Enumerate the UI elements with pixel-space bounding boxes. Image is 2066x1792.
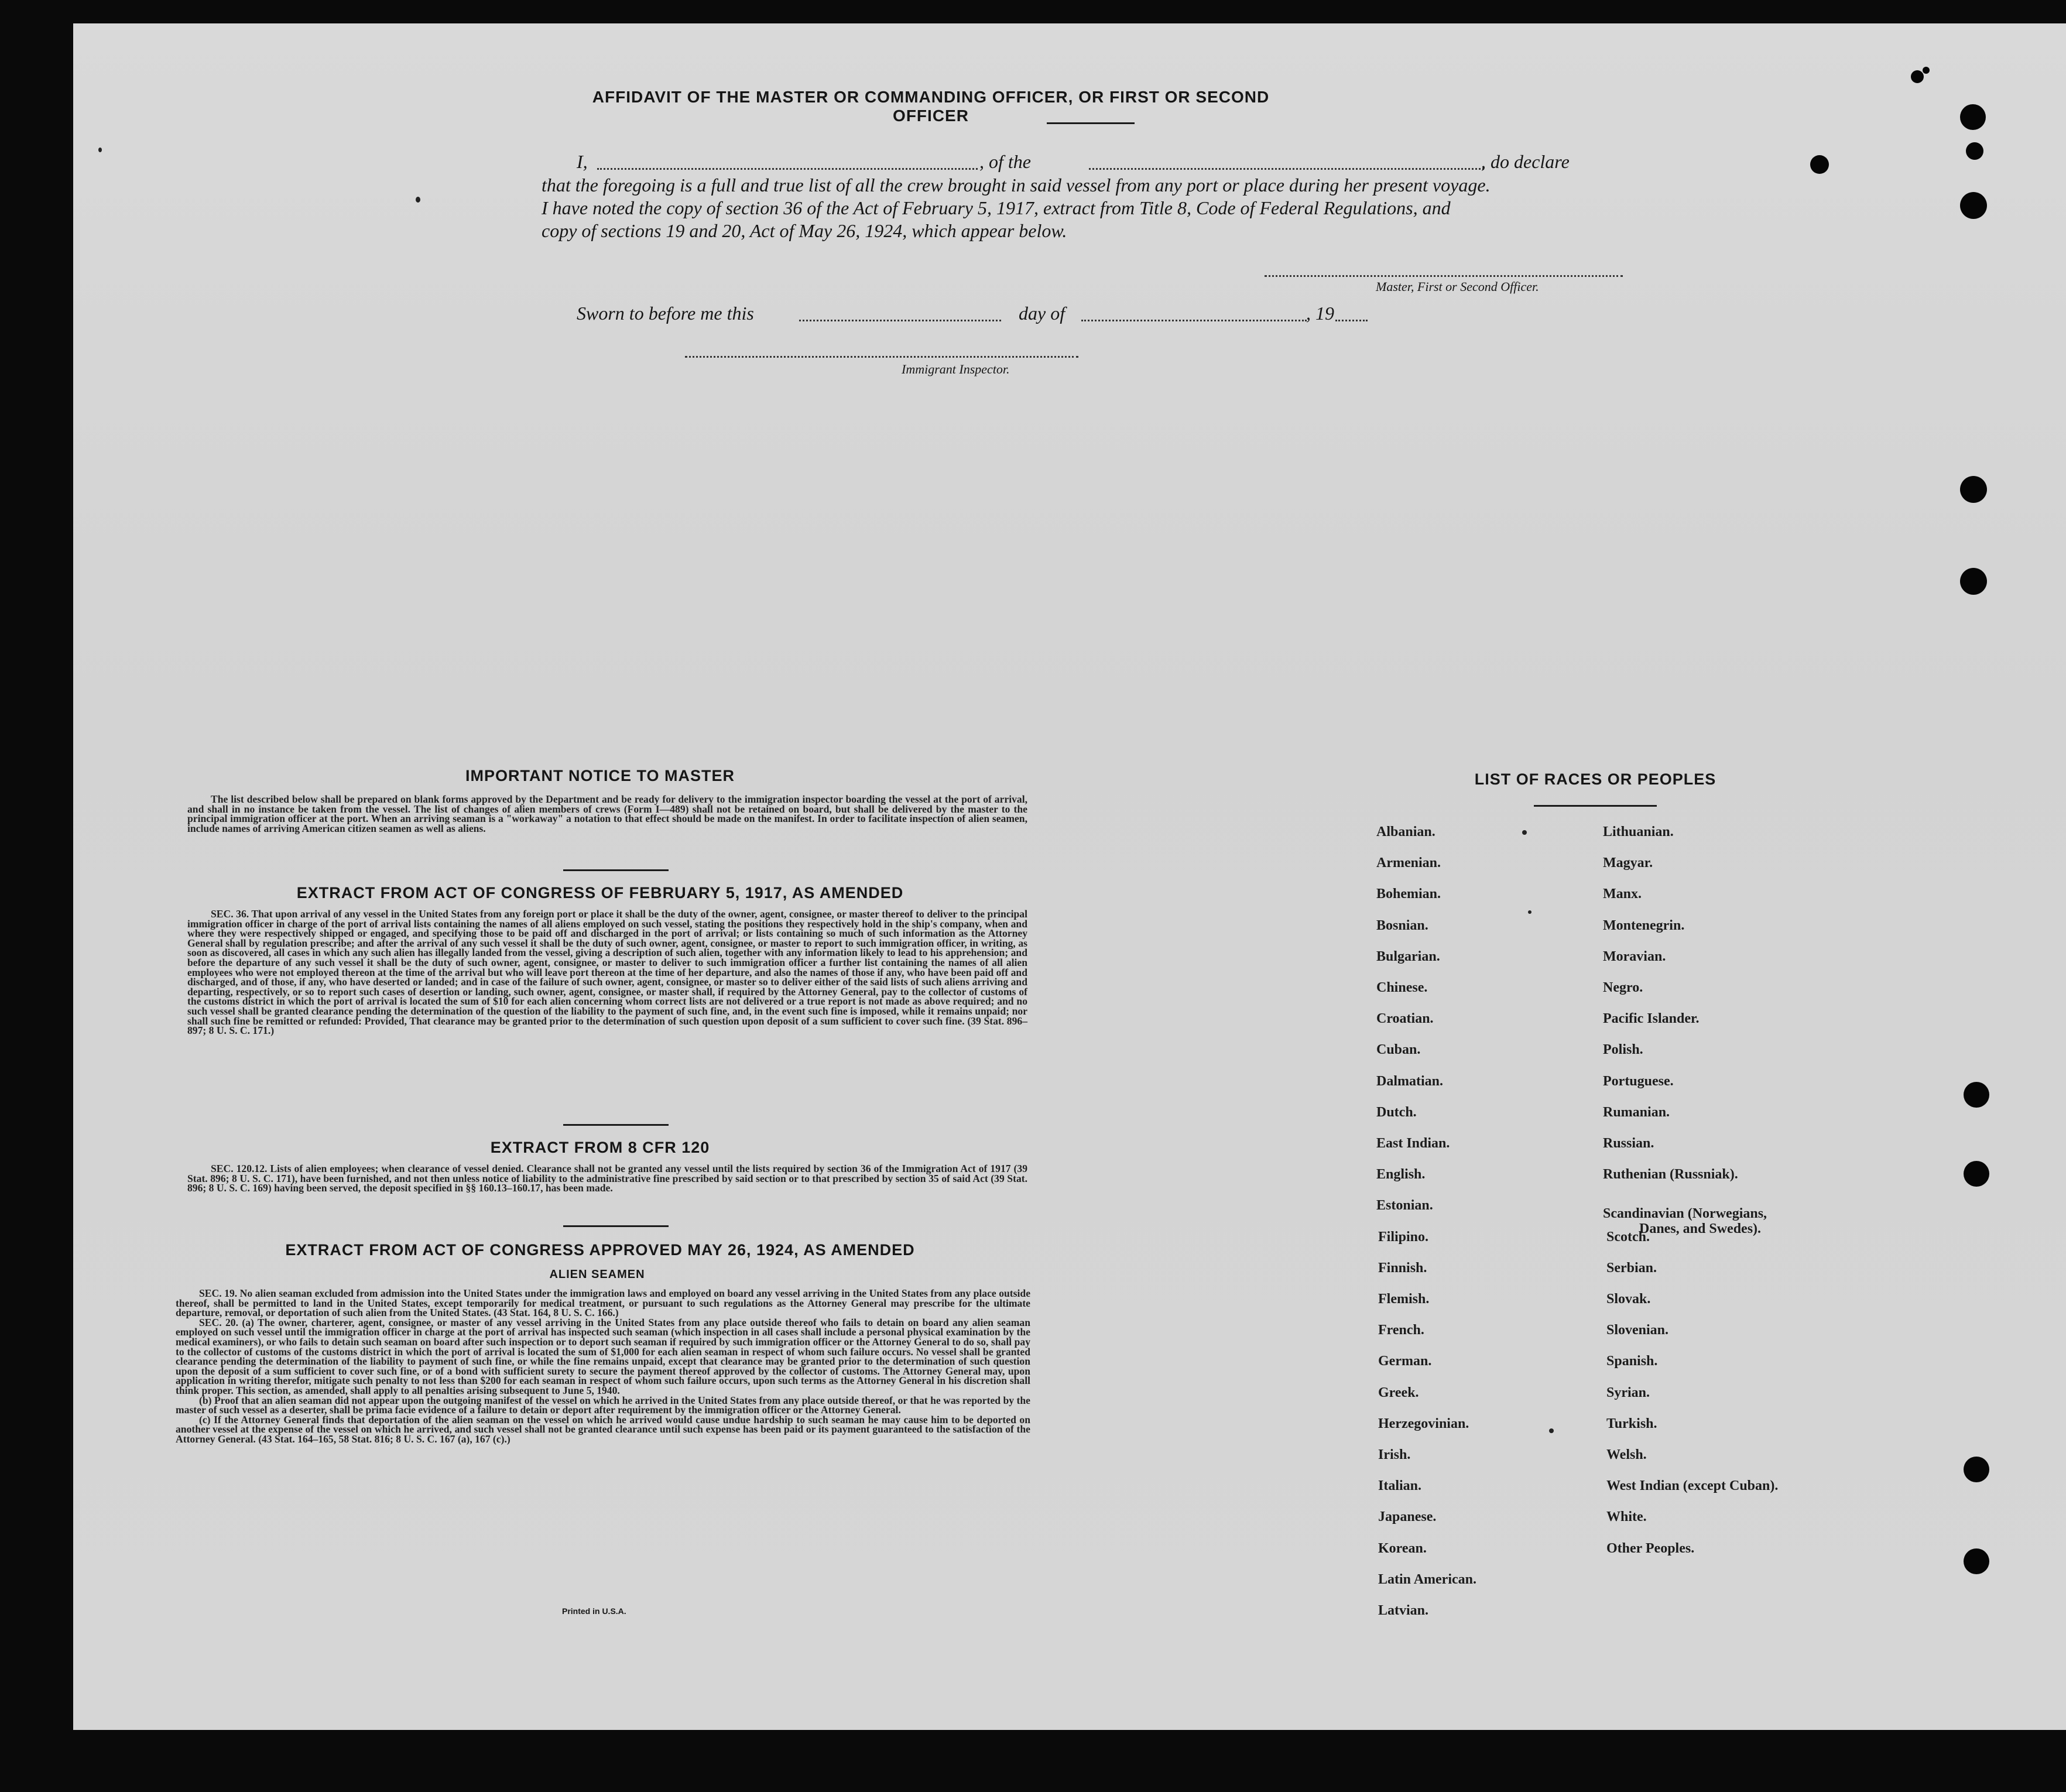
race-item: Filipino. <box>1378 1229 1429 1245</box>
extract-cfr-title: EXTRACT FROM 8 CFR 120 <box>490 1139 710 1156</box>
race-item: Bulgarian. <box>1376 948 1440 964</box>
race-item: White. <box>1606 1509 1647 1525</box>
sec-120-12-paragraph: SEC. 120.12. Lists of alien employees; when clearance of vessel denied. Clearance shall not be granted any vessel until the lists required by section 36 of the Immigration Act of 1917 (39 Stat. 896; 8 U. S. C. 171), have been furnished, and not then unless notice of liability to the administrative fine prescribed by said section or to that prescribed by section 35 of said Act (39 Stat. 896; 8 U. S. C. 169) having been served, the deposit specified in §§ 160.13–160.17, has been made. <box>187 1163 1027 1194</box>
race-item: Dalmatian. <box>1376 1073 1443 1089</box>
race-item: Flemish. <box>1378 1291 1430 1307</box>
inspector-signature-line[interactable] <box>685 356 1078 358</box>
race-item: Armenian. <box>1376 855 1441 871</box>
sworn-day-blank[interactable] <box>799 320 1001 321</box>
name-blank[interactable] <box>597 168 978 170</box>
race-item: Danes, and Swedes). <box>1639 1221 1762 1237</box>
race-item: Italian. <box>1378 1478 1422 1494</box>
i-label: I, <box>577 151 588 172</box>
punch-hole <box>1810 155 1829 174</box>
vessel-blank[interactable] <box>1089 168 1484 170</box>
affidavit-line3: I have noted the copy of section 36 of the Act of February 5, 1917, extract from Title 8, Code of Federal Regulations, and <box>542 197 1451 218</box>
race-item: Russian. <box>1603 1136 1654 1151</box>
punch-hole <box>1964 1548 1989 1574</box>
year-label: , 19 <box>1306 303 1334 324</box>
race-item: Irish. <box>1378 1447 1411 1462</box>
race-item: Serbian. <box>1606 1260 1657 1276</box>
punch-hole <box>1964 1457 1989 1482</box>
punch-hole <box>1960 192 1987 219</box>
race-item: Turkish. <box>1606 1416 1657 1431</box>
speck-mark <box>1528 910 1531 914</box>
race-item: Other Peoples. <box>1606 1540 1695 1556</box>
race-item: Slovenian. <box>1606 1322 1669 1338</box>
race-item: Manx. <box>1603 886 1642 902</box>
punch-hole <box>1960 104 1986 130</box>
punch-hole <box>1964 1082 1989 1108</box>
race-item: Portuguese. <box>1603 1073 1674 1089</box>
punch-hole <box>1911 70 1924 83</box>
punch-hole <box>1964 1161 1989 1187</box>
section-rule <box>563 1225 669 1227</box>
race-item: Chinese. <box>1376 980 1428 995</box>
master-signature-caption: Master, First or Second Officer. <box>1376 279 1539 294</box>
extract-1917-title: EXTRACT FROM ACT OF CONGRESS OF FEBRUARY 5, 1917, AS AMENDED <box>296 884 904 902</box>
race-item: Scotch. <box>1606 1229 1650 1245</box>
speck-mark <box>1549 1428 1554 1433</box>
race-item: French. <box>1378 1322 1424 1338</box>
race-item: Rumanian. <box>1603 1104 1670 1120</box>
printed-in-usa: Printed in U.S.A. <box>562 1606 626 1616</box>
sworn-month-blank[interactable] <box>1081 320 1307 321</box>
race-item: Albanian. <box>1376 824 1435 840</box>
document-sheet <box>73 23 2066 1730</box>
notice-text <box>187 794 1027 833</box>
affidavit-line4: copy of sections 19 and 20, Act of May 26, 1924, which appear below. <box>542 220 1067 241</box>
race-item: Moravian. <box>1603 948 1666 964</box>
race-item: Croatian. <box>1376 1011 1434 1027</box>
race-item: Negro. <box>1603 980 1643 995</box>
sec-20c-paragraph: (c) If the Attorney General finds that deportation of the alien seaman on the vessel on which he arrived would cause undue hardship to such seaman he may cause him to be deported on another vessel at the expense of the vessel on which he arrived, and such vessel shall not be granted clearance until such expense has been paid or its payment guaranteed to the satisfaction of the Attorney General. (43 Stat. 164–165, 58 Stat. 816; 8 U. S. C. 167 (a), 167 (c).) <box>176 1413 1030 1445</box>
sec-20b-paragraph: (b) Proof that an alien seaman did not appear upon the outgoing manifest of the vessel on which he arrived in the United States from any place outside thereof, or that he was reported by the master of such vessel as a deserter, shall be prima facie evidence of a failure to detain or deport after requirement by the immigration officer or the Attorney General. <box>176 1394 1030 1416</box>
punch-hole <box>1960 568 1987 595</box>
master-signature-line[interactable] <box>1265 275 1623 277</box>
race-item: Slovak. <box>1606 1291 1651 1307</box>
race-item: Cuban. <box>1376 1042 1421 1058</box>
race-item: Bosnian. <box>1376 917 1428 933</box>
race-item: Pacific Islander. <box>1603 1011 1700 1027</box>
race-item: East Indian. <box>1376 1136 1450 1151</box>
day-of-label: day of <box>1019 303 1065 324</box>
sec-36-paragraph: SEC. 36. That upon arrival of any vessel in the United States from any foreign port or place it shall be the duty of the owner, agent, consignee, or master thereof to deliver to the principal immigration officer in charge of the port of arrival lists containing the names of all aliens employed on such vessel, stating the positions they respectively hold in the ship's company, when and where they were respectively shipped or engaged, and specifying those to be paid off and discharged in the port of arrival; or lists containing so much of such information as the Attorney General shall by regulation prescribe; and after the arrival of any such vessel it shall be the duty of such owner, agent, consignee, or master to report to such immigration officer, in writing, as soon as discovered, all cases in which any such alien has illegally landed from the vessel, giving a description of such alien, together with any information likely to lead to his apprehension; and before the departure of any such vessel it shall be the duty of such owner, agent, consignee, or master to deliver to such immigration officer a further list containing the names of all alien employees who were not employed thereon at the time of the arrival but who will leave port thereon at the time of her departure, and also the names of those if any, who have been paid off and discharged, and of those, if any, who have deserted or landed; and in case of the failure of such owner, agent, consignee, or master so to deliver either of the said lists of such aliens arriving and departing, respectively, or so to report such cases of desertion or landing, such owner, agent, consignee, or master shall, if required by the Attorney General, pay to the collector of customs of the customs district in which the port of arrival is located the sum of $10 for each alien concerning whom correct lists are not delivered or a true report is not made as above required; and no such vessel shall be granted clearance pending the determination of the question of the liability to the payment of such fine, and, in the event such fine is imposed, while it remains unpaid; nor shall such fine be remitted or refunded: Provided, That clearance may be granted prior to the determination of such question upon deposit of a sum sufficient to cover such fine. (39 Stat. 896–897; 8 U. S. C. 171.) <box>187 908 1027 1037</box>
race-item: Japanese. <box>1378 1509 1437 1525</box>
race-item: Ruthenian (Russniak). <box>1603 1167 1738 1183</box>
extract-1924-text <box>176 1289 1030 1444</box>
race-item: Greek. <box>1378 1385 1419 1400</box>
race-item: Latin American. <box>1378 1571 1476 1587</box>
punch-hole <box>1960 476 1987 503</box>
notice-title: IMPORTANT NOTICE TO MASTER <box>465 767 735 784</box>
race-item: Korean. <box>1378 1540 1427 1556</box>
speck-mark <box>416 197 420 203</box>
race-item: West Indian (except Cuban). <box>1606 1478 1779 1494</box>
title-rule <box>1047 122 1135 124</box>
notice-paragraph: The list described below shall be prepared on blank forms approved by the Department and be ready for delivery to the immigration inspector boarding the vessel at the port of arrival, and shall in no instance be taken from the vessel. The list of changes of alien members of crews (Form I—489) shall not be retained on board, but shall be delivered by the master to the principal immigration officer at the port. When an arriving seaman is a "workaway" a notation to that effect should be made on the manifest. In order to facilitate inspection of alien seamen, include names of arriving American citizen seamen as well as aliens. <box>187 793 1027 834</box>
race-item: German. <box>1378 1354 1432 1369</box>
race-item: Herzegovinian. <box>1378 1416 1469 1431</box>
speck-mark <box>98 148 102 152</box>
extract-1924-title: EXTRACT FROM ACT OF CONGRESS APPROVED MAY 26, 1924, AS AMENDED <box>285 1241 915 1259</box>
sec-19-paragraph: SEC. 19. No alien seaman excluded from admission into the United States under the immigration laws and employed on board any vessel arriving in the United States from any place outside thereof, shall be permitted to land in the United States, except temporarily for medical treatment, or pursuant to such regulations as the Attorney General may prescribe for the ultimate departure, removal, or deportation of such alien from the United States. (43 Stat. 164, 8 U. S. C. 166.) <box>176 1287 1030 1319</box>
speck-mark <box>1522 830 1527 835</box>
race-item: Scandinavian (Norwegians, <box>1603 1206 1767 1222</box>
race-item: Syrian. <box>1606 1385 1650 1400</box>
declare-label: , do declare <box>1481 151 1570 172</box>
race-item: Dutch. <box>1376 1104 1417 1120</box>
section-rule <box>563 869 669 871</box>
sec-20a-paragraph: SEC. 20. (a) The owner, charterer, agent, consignee, or master of any vessel arriving in the United States from any place outside thereof who fails to detain on board any alien seaman employed on such vessel until the immigration officer in charge at the port of arrival has inspected such seaman (which inspection in all cases shall include a personal physical examination by the medical examiners), or who fails to detain such seaman on board after such inspection or to deport such seaman if required by such immigration officer or the Attorney General to do so, shall pay to the collector of customs of the customs district in which the port of arrival is located the sum of $1,000 for each alien seaman in respect of whom such failure occurs. No vessel shall be granted clearance pending the determination of the liability to payment of such fine, or while the fine remains unpaid, except that clearance may be granted prior to the determination of such question upon the deposit of a sum sufficient to cover such fine, or of a bond with sufficient surety to secure the payment thereof approved by the collector of customs. The Attorney General may, upon application in writing therefor, mitigate such penalty to not less than $200 for each seaman in respect of whom such failure occurs, upon such terms as the Attorney General in his discretion shall think proper. This section, as amended, shall apply to all penalties arising subsequent to June 5, 1940. <box>176 1316 1030 1396</box>
race-item: English. <box>1376 1167 1426 1183</box>
races-title: LIST OF RACES OR PEOPLES <box>1474 770 1716 788</box>
race-item: Estonian. <box>1376 1198 1433 1214</box>
alien-seamen-subtitle: ALIEN SEAMEN <box>549 1268 645 1281</box>
of-the-label: , of the <box>979 151 1031 172</box>
races-title-rule <box>1534 805 1657 807</box>
inspector-signature-caption: Immigrant Inspector. <box>902 362 1010 376</box>
extract-cfr-text <box>187 1164 1027 1193</box>
race-item: Polish. <box>1603 1042 1643 1058</box>
race-item: Magyar. <box>1603 855 1653 871</box>
affidavit-line1 <box>542 150 1625 174</box>
race-item: Lithuanian. <box>1603 824 1674 840</box>
extract-1917-text <box>187 909 1027 1036</box>
sworn-year-blank[interactable] <box>1335 320 1368 321</box>
affidavit-line2: that the foregoing is a full and true list of all the crew brought in said vessel from any port or place during her present voyage. <box>542 174 1491 196</box>
affidavit-title: AFFIDAVIT OF THE MASTER OR COMMANDING OFFICER, OR FIRST OR SECOND OFFICER <box>592 88 1270 125</box>
race-item: Bohemian. <box>1376 886 1441 902</box>
section-rule <box>563 1124 669 1126</box>
race-item: Spanish. <box>1606 1354 1658 1369</box>
punch-hole <box>1966 142 1983 160</box>
race-item: Welsh. <box>1606 1447 1647 1462</box>
race-item: Latvian. <box>1378 1603 1429 1618</box>
sworn-label: Sworn to before me this <box>577 303 754 324</box>
race-item: Montenegrin. <box>1603 917 1685 933</box>
race-item: Finnish. <box>1378 1260 1427 1276</box>
sworn-line <box>577 302 1396 325</box>
punch-hole <box>1923 67 1930 74</box>
